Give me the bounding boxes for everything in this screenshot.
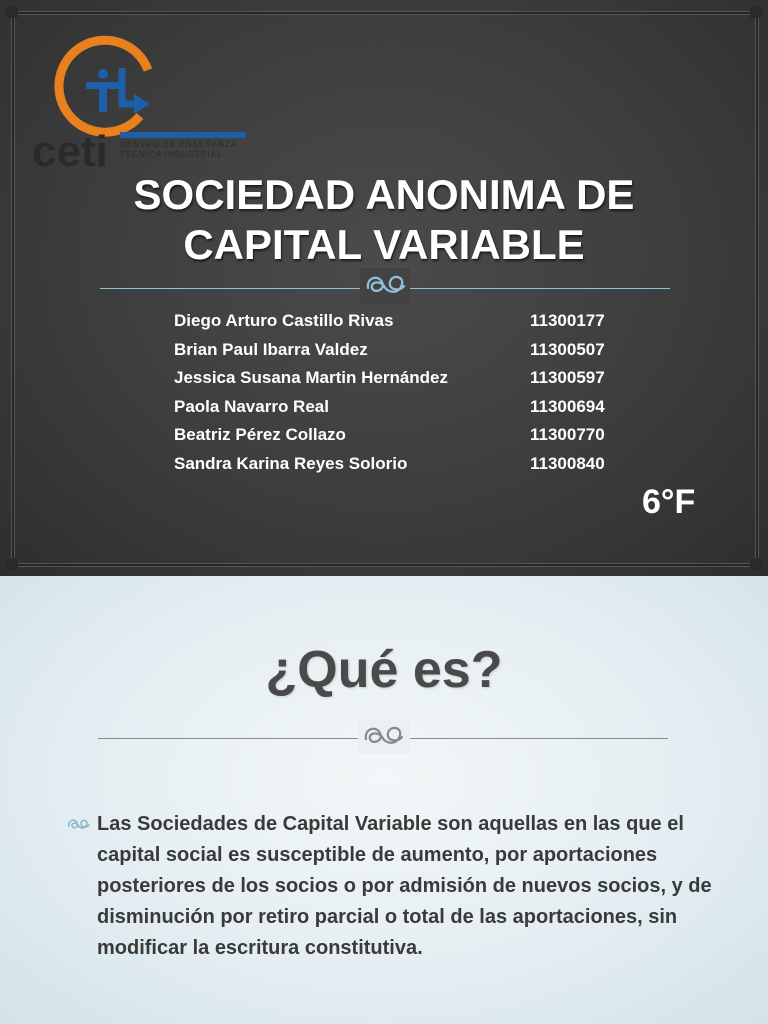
member-name: Brian Paul Ibarra Valdez: [174, 339, 368, 359]
member-id: 11300840: [530, 453, 605, 473]
flourish-ornament-icon: [360, 268, 410, 304]
svg-text:ceti: ceti: [32, 127, 108, 174]
frame-corner: [750, 6, 762, 18]
member-id: 11300597: [530, 368, 605, 387]
logo-subtitle-line: TECNICA INDUSTRIAL: [120, 150, 223, 159]
member-row: [174, 453, 634, 482]
member-row: [174, 424, 634, 453]
definition-slide: [0, 576, 768, 1024]
flourish-ornament-icon: [358, 720, 410, 754]
frame-corner: [750, 558, 762, 570]
member-row: [174, 339, 634, 368]
member-id: 11300770: [530, 425, 605, 444]
member-name: Sandra Karina Reyes Solorio: [174, 453, 408, 473]
slide-title: ¿Qué es?: [265, 641, 503, 699]
logo-subtitle-line: CENTRO DE ENSEÑANZA: [120, 140, 238, 149]
member-row: [174, 310, 634, 339]
member-row: [174, 367, 634, 396]
frame-corner: [6, 558, 18, 570]
logo-subtitle: [120, 140, 250, 160]
member-id: 11300507: [530, 339, 605, 359]
frame-corner: [6, 6, 18, 18]
title-line-2: CAPITAL VARIABLE: [183, 221, 585, 268]
member-name: Jessica Susana Martin Hernández: [174, 368, 449, 387]
group-label: 6°F: [642, 483, 696, 521]
member-name: Diego Arturo Castillo Rivas: [174, 311, 394, 330]
member-name: Beatriz Pérez Collazo: [174, 425, 346, 444]
member-name: Paola Navarro Real: [174, 396, 329, 416]
bullet-flourish-icon: [66, 816, 92, 832]
member-id: 11300177: [530, 311, 605, 330]
member-row: [174, 396, 634, 425]
definition-paragraph: Las Sociedades de Capital Variable son aquellas en las que el capital social es susceptible de aumento, por aportaciones posteriores de los socios o por admisión de nuevos socios, y de disminución por retiro parcial o total de las aportaciones, sin modificar la escritura constitutiva.: [97, 813, 712, 959]
team-members-list: [174, 310, 634, 481]
slide-title: [0, 170, 768, 270]
member-id: 11300694: [530, 396, 605, 416]
title-line-1: SOCIEDAD ANONIMA DE: [133, 171, 635, 218]
